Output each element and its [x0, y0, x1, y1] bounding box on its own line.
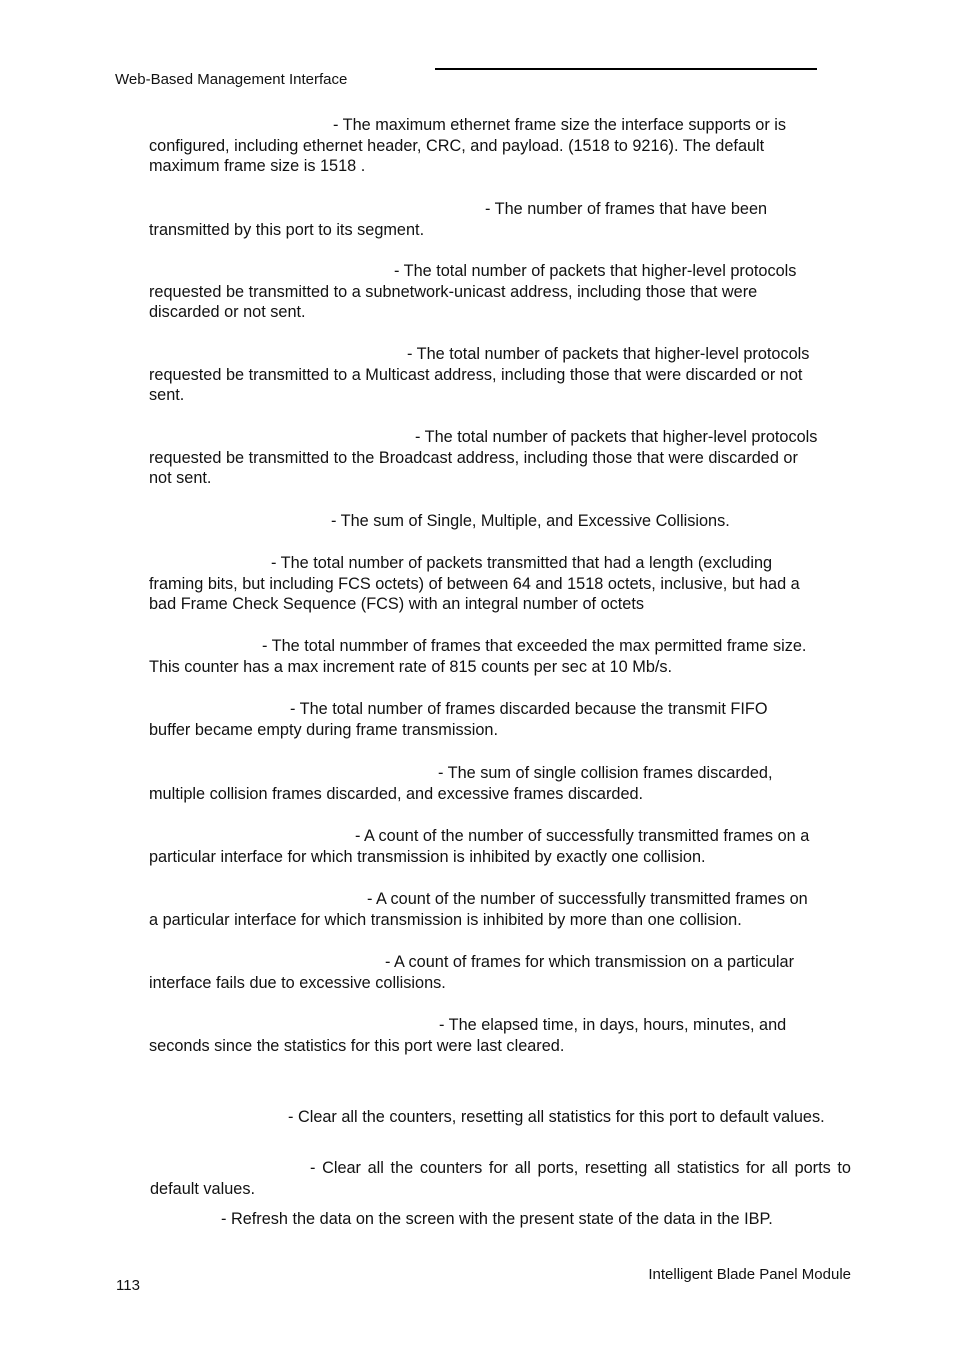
entry-description: - The total number of frames discarded because the transmit FIFO buffer became empty during frame transmission.	[149, 700, 768, 739]
entry-total-frames-transmitted	[149, 199, 851, 240]
entry-description: - The total number of packets that higher-level protocols requested be transmitted to the Broadcast address, including those that were discarded or not sent.	[149, 428, 818, 488]
button-desc-refresh	[150, 1209, 851, 1230]
entry-excessive-collision-frames	[149, 952, 851, 993]
entry-description: - The total number of packets transmitted that had a length (excluding framing bits, but including FCS octets) of between 64 and 1518 octets, inclusive, but had a bad Frame Check Sequence (FCS) with an integral number of octets	[149, 554, 800, 614]
button-desc-clear-all-counters	[150, 1158, 851, 1199]
footer-product-title: Intelligent Blade Panel Module	[648, 1266, 851, 1283]
header-rule	[435, 68, 817, 70]
entry-description: - A count of frames for which transmission on a particular interface fails due to excessive collisions.	[149, 953, 795, 992]
entry-description: - The total nummber of frames that exceeded the max permitted frame size. This counter has a max increment rate of 815 counts per sec at 10 Mb/s.	[149, 637, 807, 676]
button-description: - Refresh the data on the screen with the present state of the data in the IBP.	[221, 1210, 773, 1228]
entry-broadcast-packets-tx	[149, 427, 851, 489]
entry-description: - The total number of packets that higher-level protocols requested be transmitted to a subnetwork-unicast address, including those that were discarded or not sent.	[149, 262, 797, 322]
entry-underrun-errors	[149, 699, 851, 740]
entry-unicast-packets-tx	[149, 261, 851, 323]
entry-description: - The total number of packets that higher-level protocols requested be transmitted to a Multicast address, including those that were discarded or not sent.	[149, 345, 810, 405]
entry-max-frame-size	[149, 115, 851, 177]
entry-description: - The sum of Single, Multiple, and Excessive Collisions.	[331, 512, 730, 530]
entry-description: - The maximum ethernet frame size the interface supports or is configured, including ethernet header, CRC, and payload. (1518 to 9216). The default maximum frame size is 1518 .	[149, 116, 787, 176]
entry-total-collision-frames	[149, 511, 851, 532]
button-description: - Clear all the counters for all ports, resetting all statistics for all ports to default values.	[150, 1159, 851, 1198]
button-desc-clear-counters	[150, 1107, 851, 1128]
entry-time-since-counters-cleared	[149, 1015, 851, 1056]
entry-single-collision-frames	[149, 826, 851, 867]
entry-fcs-errors	[149, 553, 851, 615]
entry-oversized-frames	[149, 636, 851, 677]
entry-description: - The elapsed time, in days, hours, minutes, and seconds since the statistics for this port were last cleared.	[149, 1016, 787, 1055]
entry-description: - A count of the number of successfully transmitted frames on a particular interface for which transmission is inhibited by more than one collision.	[149, 890, 808, 929]
entry-total-transmit-packets-discarded	[149, 763, 851, 804]
entry-multicast-packets-tx	[149, 344, 851, 406]
entry-description: - A count of the number of successfully transmitted frames on a particular interface for which transmission is inhibited by exactly one collision.	[149, 827, 810, 866]
button-description: - Clear all the counters, resetting all statistics for this port to default values.	[288, 1108, 825, 1126]
entry-multiple-collision-frames	[149, 889, 851, 930]
page-number: 113	[116, 1277, 140, 1294]
entry-description: - The sum of single collision frames discarded, multiple collision frames discarded, and excessive frames discarded.	[149, 764, 773, 803]
running-header-title: Web-Based Management Interface	[115, 71, 348, 88]
entry-description: - The number of frames that have been transmitted by this port to its segment.	[149, 200, 768, 239]
